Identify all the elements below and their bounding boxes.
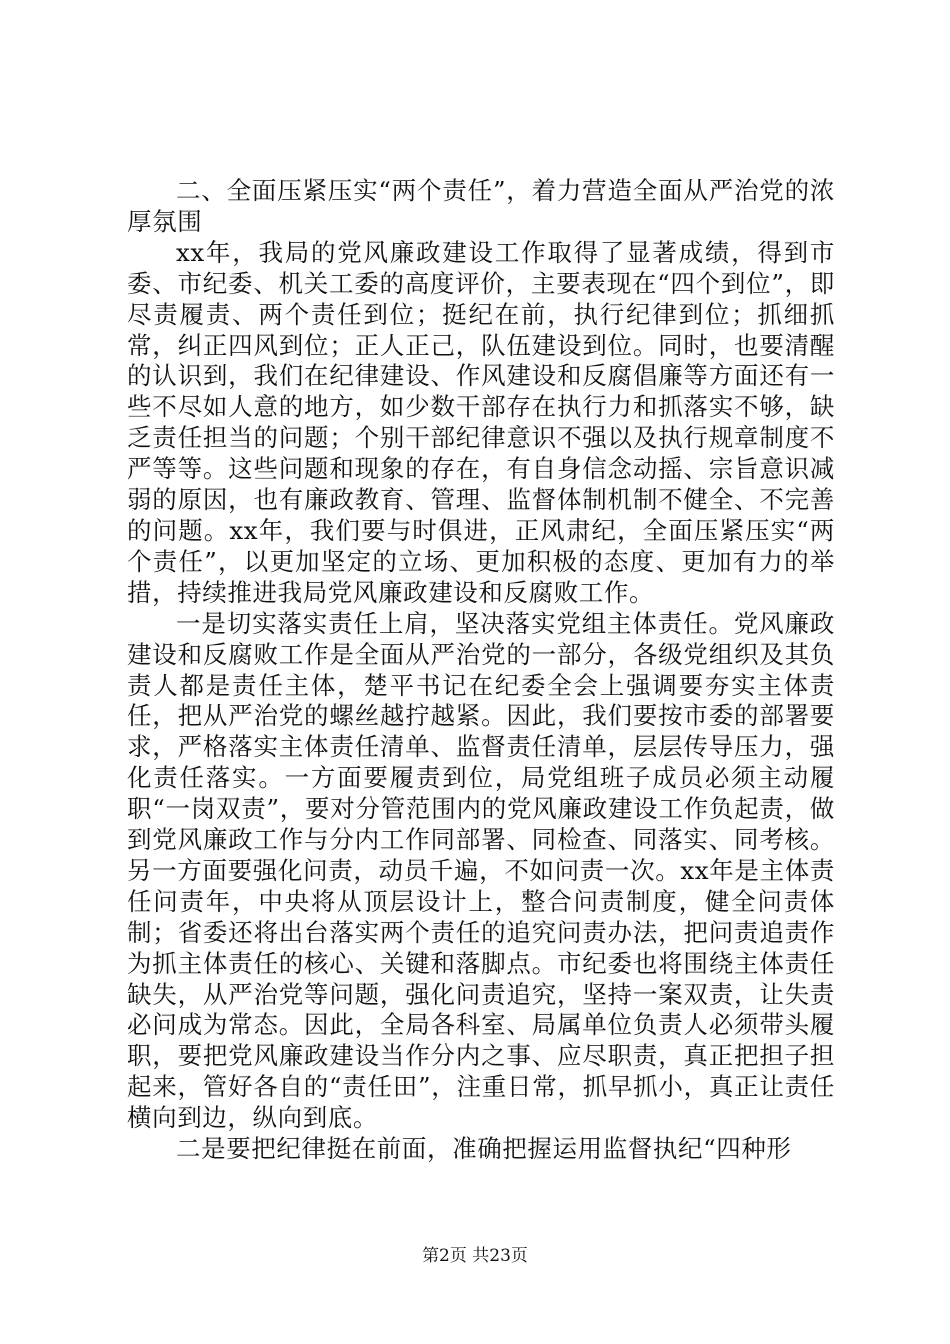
document-body xyxy=(127,176,835,1165)
body-paragraph: xx年，我局的党风廉政建设工作取得了显著成绩，得到市委、市纪委、机关工委的高度评价，主要表现在“四个到位”，即尽责履责、两个责任到位；挺纪在前，执行纪律到位；抓细抓常，纠正四风到位；正人正己，队伍建设到位。同时，也要清醒的认识到，我们在纪律建设、作风建设和反腐倡廉等方面还有一些不尽如人意的地方，如少数干部存在执行力和抓落实不够，缺乏责任担当的问题；个别干部纪律意识不强以及执行规章制度不严等等。这些问题和现象的存在，有自身信念动摇、宗旨意识减弱的原因，也有廉政教育、管理、监督体制机制不健全、不完善的问题。xx年，我们要与时俱进，正风肃纪，全面压紧压实“两个责任”，以更加坚定的立场、更加积极的态度、更加有力的举措，持续推进我局党风廉政建设和反腐败工作。 xyxy=(127,237,835,607)
body-paragraph: 一是切实落实责任上肩，坚决落实党组主体责任。党风廉政建设和反腐败工作是全面从严治党的一部分，各级党组织及其负责人都是责任主体，楚平书记在纪委全会上强调要夯实主体责任，把从严治党的螺丝越拧越紧。因此，我们要按市委的部署要求，严格落实主体责任清单、监督责任清单，层层传导压力，强化责任落实。一方面要履责到位，局党组班子成员必须主动履职“一岗双责”，要对分管范围内的党风廉政建设工作负起责，做到党风廉政工作与分内工作同部署、同检查、同落实、同考核。另一方面要强化问责，动员千遍，不如问责一次。xx年是主体责任问责年，中央将从顶层设计上，整合问责制度，健全问责体制；省委还将出台落实两个责任的追究问责办法，把问责追责作为抓主体责任的核心、关键和落脚点。市纪委也将围绕主体责任缺失，从严治党等问题，强化问责追究，坚持一案双责，让失责必问成为常态。因此，全局各科室、局属单位负责人必须带头履职，要把党风廉政建设当作分内之事、应尽职责，真正把担子担起来，管好各自的“责任田”，注重日常，抓早抓小，真正让责任横向到边，纵向到底。 xyxy=(127,608,835,1133)
body-paragraph: 二是要把纪律挺在前面，准确把握运用监督执纪“四种形 xyxy=(176,1134,792,1164)
page-number-footer: 第2页 共23页 xyxy=(422,1246,528,1266)
section-heading: 二、全面压紧压实“两个责任”，着力营造全面从严治党的浓厚氛围 xyxy=(127,176,835,236)
